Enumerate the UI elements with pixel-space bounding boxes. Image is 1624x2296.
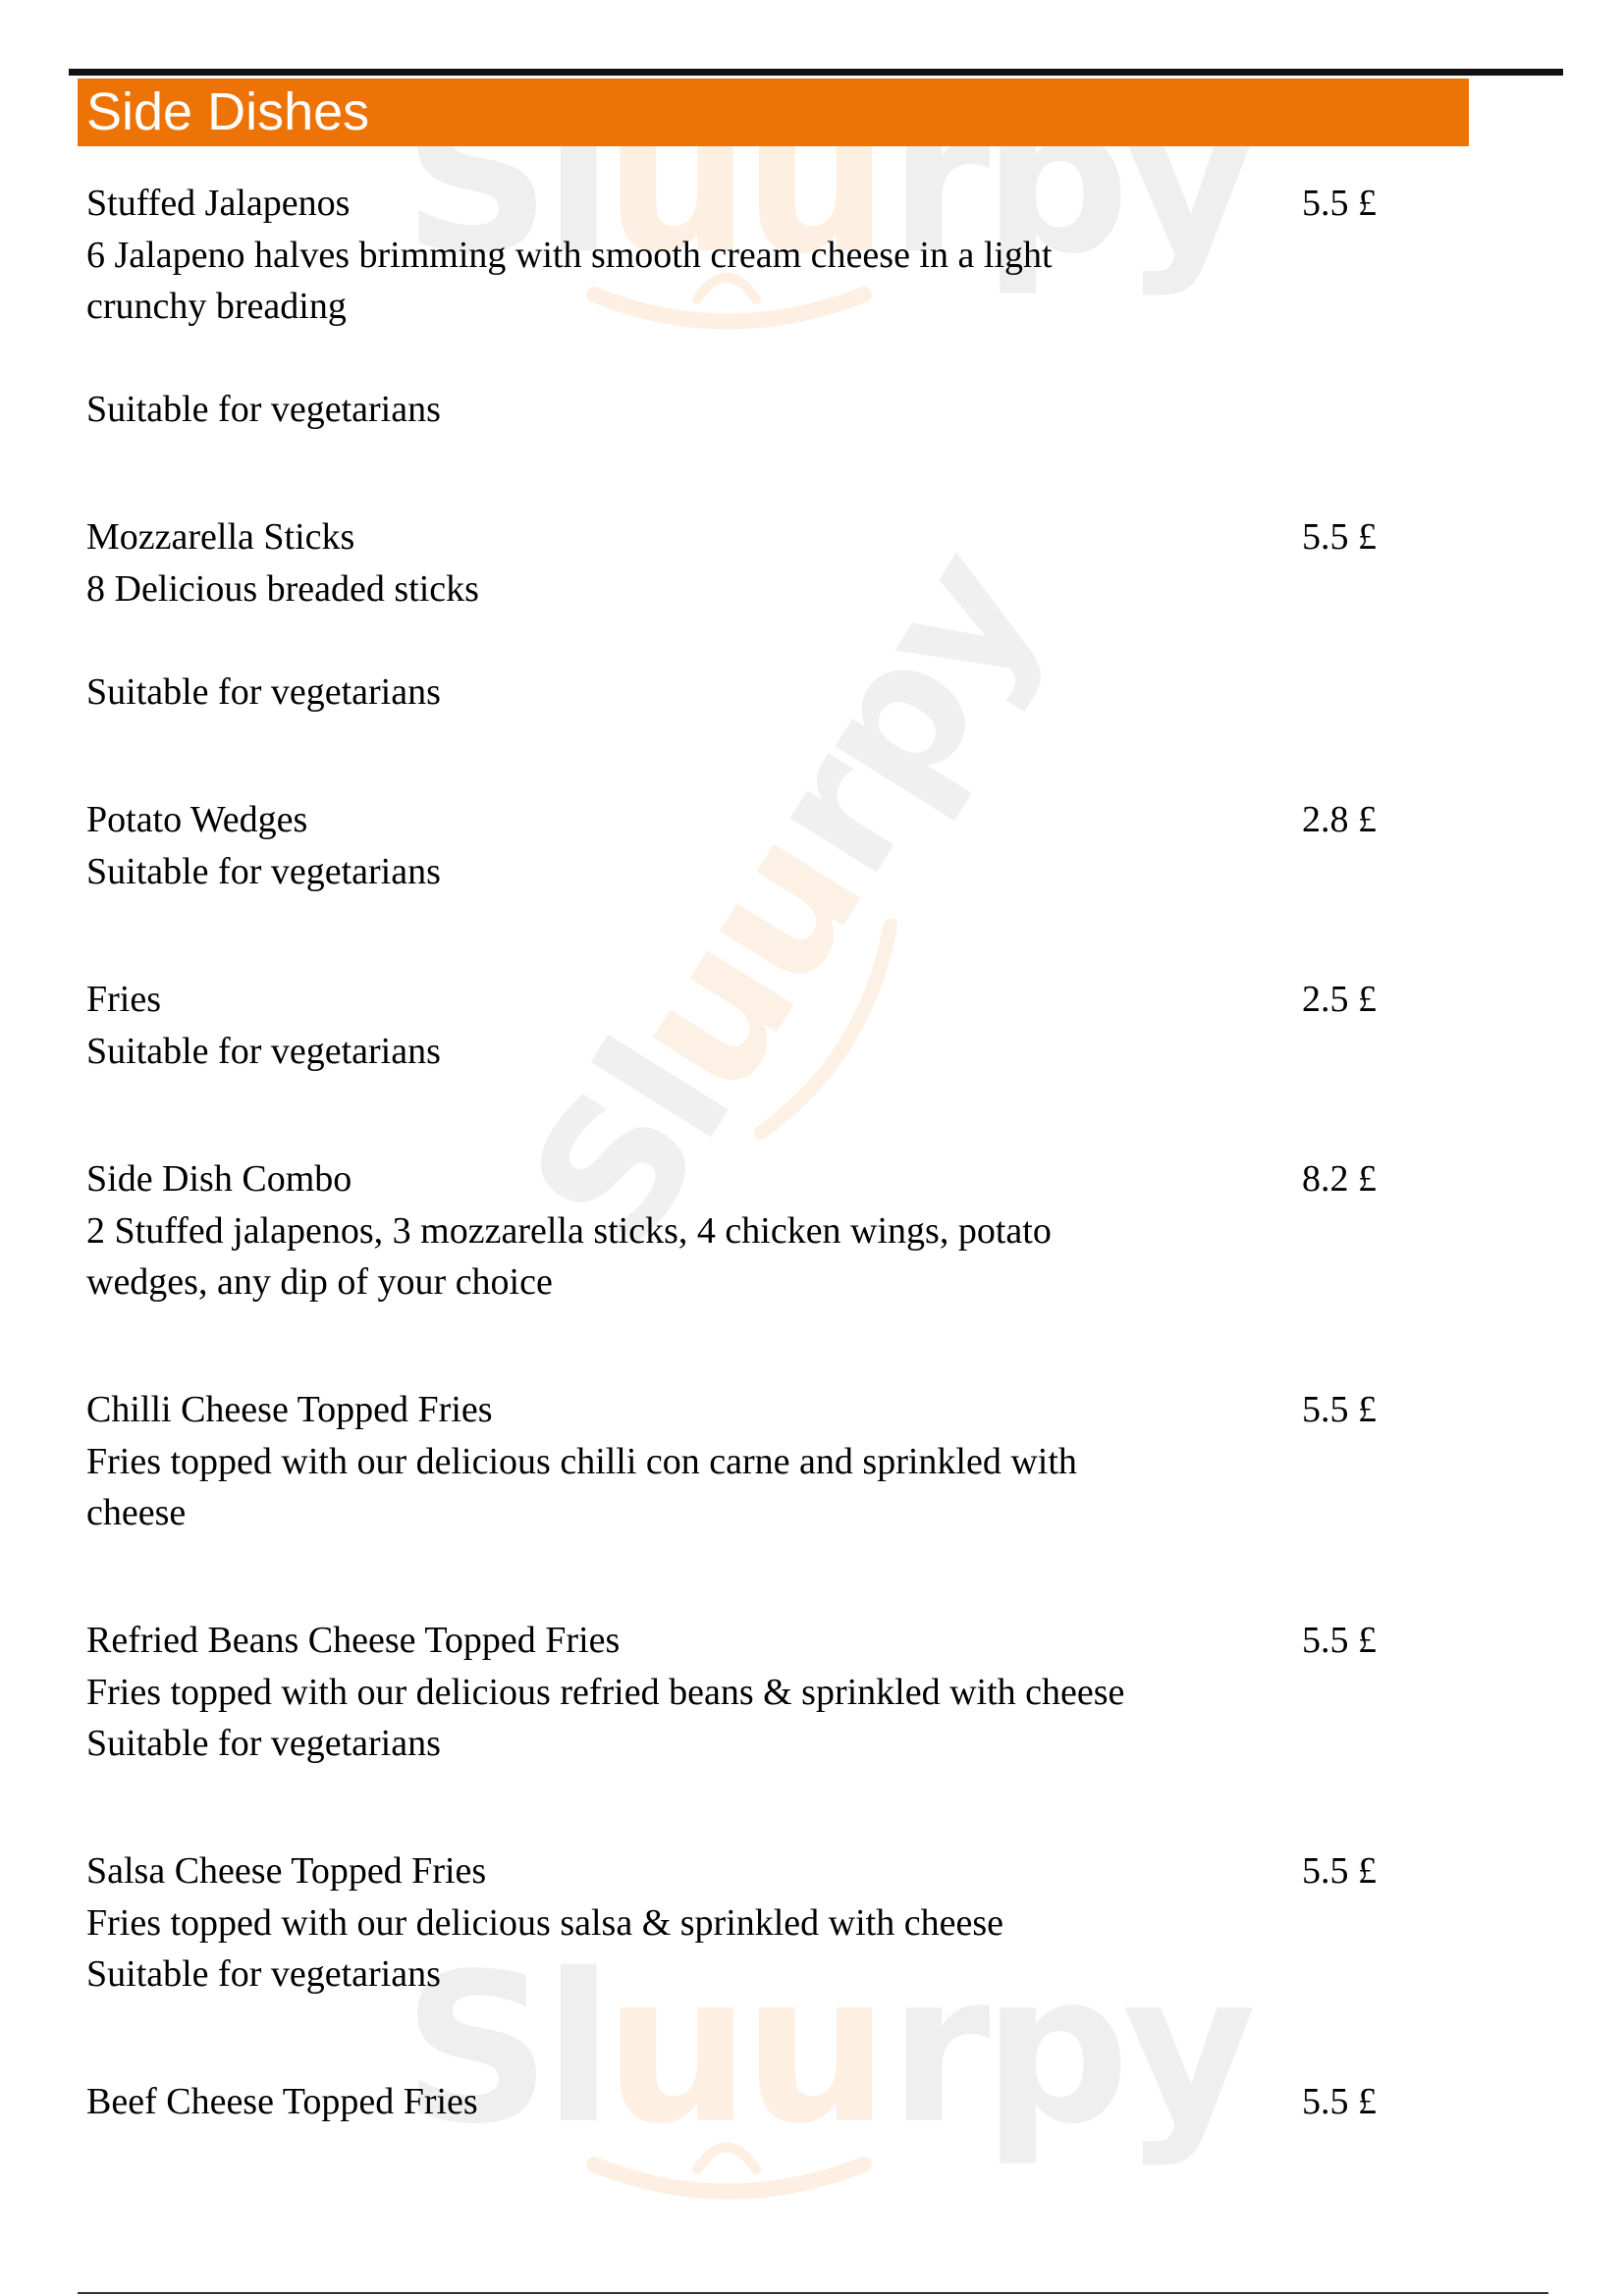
item-name: Refried Beans Cheese Topped Fries: [86, 1620, 621, 1661]
item-dietary-note: Suitable for vegetarians: [86, 850, 441, 892]
menu-item-mozzarella-sticks: [86, 511, 1382, 718]
item-price: 5.5 £: [1302, 2081, 1377, 2122]
section-header: [78, 79, 1469, 146]
item-description: Fries topped with our delicious refried beans & sprinkled with cheese: [86, 1671, 1125, 1713]
item-dietary-note: Suitable for vegetarians: [86, 389, 441, 430]
menu-item-chilli-cheese-topped-fries: [86, 1384, 1382, 1539]
item-name: Mozzarella Sticks: [86, 516, 355, 558]
svg-text:uu: uu: [585, 799, 903, 1128]
svg-text:rpy: rpy: [722, 517, 1079, 909]
item-dietary-note: Suitable for vegetarians: [86, 1723, 441, 1764]
item-name: Chilli Cheese Topped Fries: [86, 1389, 493, 1430]
item-dietary-note: Suitable for vegetarians: [86, 670, 441, 713]
svg-text:Sl: Sl: [403, 59, 607, 299]
item-price: 2.8 £: [1302, 799, 1377, 840]
item-name: Beef Cheese Topped Fries: [86, 2081, 478, 2122]
menu-item-refried-beans-cheese-topped-fries: [86, 1615, 1382, 1770]
item-name: Potato Wedges: [86, 799, 308, 840]
menu-item-stuffed-jalapenos: [86, 178, 1382, 436]
item-dietary-note: Suitable for vegetarians: [86, 1030, 441, 1072]
item-name: Salsa Cheese Topped Fries: [86, 1850, 487, 1892]
svg-text:uu: uu: [604, 1929, 883, 2169]
svg-text:Sl: Sl: [488, 1010, 771, 1282]
item-description: wedges, any dip of your choice: [86, 1261, 553, 1303]
item-spacer: [86, 614, 1255, 667]
menu-item-salsa-cheese-topped-fries: [86, 1845, 1382, 2001]
item-name: Stuffed Jalapenos: [86, 183, 351, 224]
item-price: 5.5 £: [1302, 183, 1377, 224]
item-name: Fries: [86, 979, 161, 1020]
item-description: Fries topped with our delicious chilli con carne and sprinkled with: [86, 1440, 1077, 1482]
item-name: Side Dish Combo: [86, 1158, 352, 1200]
top-divider: [69, 69, 1563, 76]
menu-item-side-dish-combo: [86, 1153, 1382, 1308]
item-description: 6 Jalapeno halves brimming with smooth cream cheese in a light: [86, 234, 1053, 276]
item-description: Fries topped with our delicious salsa & sprinkled with cheese: [86, 1901, 1003, 1944]
item-dietary-note: Suitable for vegetarians: [86, 1953, 441, 1995]
item-description: 2 Stuffed jalapenos, 3 mozzarella sticks, 4 chicken wings, potato: [86, 1209, 1052, 1252]
svg-text:rpy: rpy: [889, 59, 1249, 299]
svg-text:Sl: Sl: [403, 1929, 607, 2169]
item-description: crunchy breading: [86, 286, 347, 327]
svg-text:rpy: rpy: [889, 1929, 1249, 2169]
item-price: 8.2 £: [1302, 1158, 1377, 1200]
item-price: 2.5 £: [1302, 979, 1377, 1020]
section-title: Side Dishes: [86, 82, 370, 141]
item-price: 5.5 £: [1302, 516, 1377, 558]
menu-item-beef-cheese-topped-fries: [86, 2076, 1382, 2128]
item-price: 5.5 £: [1302, 1620, 1377, 1661]
bottom-divider: [78, 2292, 1548, 2294]
svg-text:uu: uu: [604, 59, 883, 299]
menu-item-fries: [86, 974, 1382, 1077]
item-spacer: [86, 333, 1255, 385]
item-price: 5.5 £: [1302, 1389, 1377, 1430]
menu-item-potato-wedges: [86, 794, 1382, 897]
item-price: 5.5 £: [1302, 1850, 1377, 1892]
item-description: 8 Delicious breaded sticks: [86, 567, 479, 610]
item-description: cheese: [86, 1492, 187, 1533]
